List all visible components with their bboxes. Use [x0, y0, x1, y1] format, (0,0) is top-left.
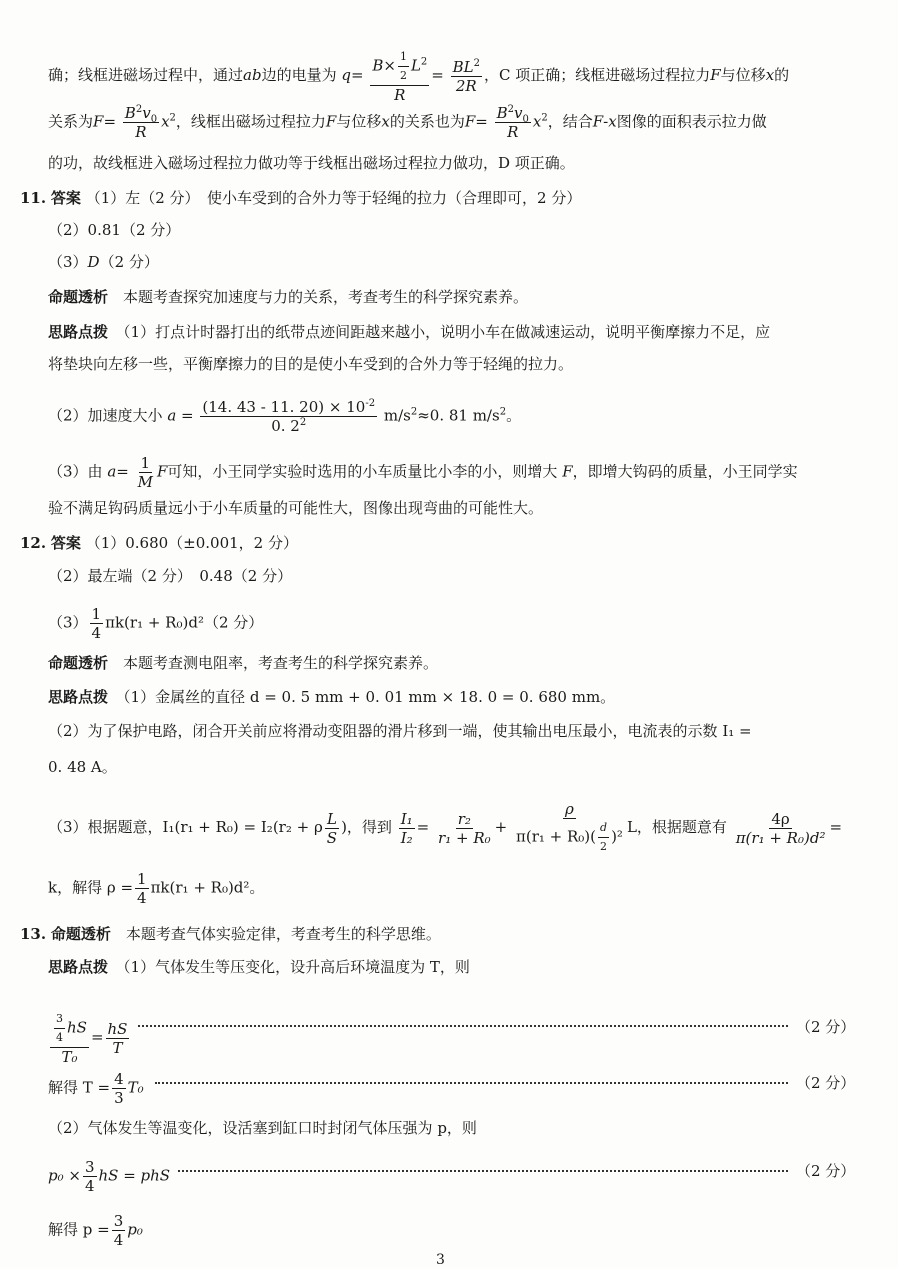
exponent: 2 — [541, 112, 548, 124]
var: F — [157, 462, 168, 481]
subscript: 0 — [522, 114, 529, 125]
denominator: r₁ + R₀ — [438, 828, 491, 847]
q11-answer-line1 — [20, 187, 581, 209]
text: ，结合 — [547, 112, 593, 131]
var: F — [93, 112, 104, 131]
numerator — [370, 48, 429, 86]
solution-text: （1）打点计时器打出的纸带点迹间距越来越小，说明小车在做减速运动，说明平衡摩擦力不足，应 — [123, 323, 771, 341]
var: B — [372, 56, 384, 75]
q12-solution-1 — [48, 686, 615, 708]
var: F — [562, 462, 573, 481]
denominator: π(r₁ + R₀)d² — [735, 828, 826, 847]
var: q — [341, 66, 351, 84]
score-label: （2 分） — [796, 1074, 856, 1092]
var: p₀ — [127, 1220, 143, 1239]
numerator: 4ρ — [771, 809, 790, 828]
unit: m/s — [383, 406, 411, 425]
var: B — [496, 104, 508, 122]
text: p₀ × — [48, 1166, 81, 1185]
fraction — [83, 1158, 97, 1195]
solution-label: 思路点拨 — [48, 323, 109, 341]
text: + — [494, 818, 508, 836]
dotted-leader — [138, 1015, 788, 1027]
numerator: I₁ — [400, 809, 413, 828]
var: B — [124, 104, 136, 122]
dotted-leader — [178, 1160, 788, 1172]
q11-solution-3 — [48, 454, 798, 491]
score-label: （2 分） — [796, 1018, 856, 1036]
numerator: 1 — [91, 605, 102, 623]
text: = — [103, 112, 117, 131]
text: = — [90, 1028, 104, 1046]
text: 的 — [774, 66, 790, 84]
text: （2）加速度大小 — [48, 406, 163, 425]
var: x — [381, 112, 390, 131]
text: 确；线框进磁场过程中，通过 — [48, 66, 244, 84]
q11-solution-2: （2）加速度大小 a = $\frac{(14. 43 - 11. 20) \times 10^{-2}}{0. 2^2}$ $m/s^2\approx 0$. 81 $m/s^2$。 — [48, 398, 522, 435]
text: )² — [611, 827, 623, 846]
topic-label: 命题透析 — [50, 925, 111, 943]
denominator: R — [507, 123, 519, 141]
denominator: 4 — [56, 1031, 63, 1044]
denominator: 2 — [600, 840, 608, 853]
numerator: ρ — [565, 800, 574, 818]
denominator: 2 — [399, 69, 407, 82]
q12-solution-2: （2）为了保护电路，闭合开关前应将滑动变阻器的滑片移到一端，使其输出电压最小，电流表的示数 I₁ = — [48, 722, 752, 740]
var: x — [765, 66, 775, 84]
solution-label: 思路点拨 — [48, 688, 109, 706]
numerator: L — [326, 809, 337, 828]
var: a — [107, 462, 117, 481]
text: = — [116, 462, 129, 481]
text: （3） — [48, 253, 88, 271]
text: = — [350, 66, 364, 84]
q13-topic — [20, 923, 441, 945]
text: 与位移 — [720, 66, 766, 84]
fraction — [514, 800, 625, 856]
var: x — [608, 112, 617, 131]
numerator: r₂ — [457, 809, 471, 828]
text: = — [431, 66, 444, 84]
text: （3） — [48, 613, 88, 632]
exponent: 2 — [507, 104, 515, 115]
numerator — [123, 104, 159, 123]
numerator — [200, 398, 377, 417]
denominator: T — [112, 1038, 123, 1057]
var: BL — [452, 57, 474, 76]
numerator — [50, 1010, 89, 1048]
q12-answer-line3 — [48, 605, 263, 642]
solution-label: 思路点拨 — [48, 958, 109, 976]
exponent: 2 — [169, 112, 176, 124]
fraction — [136, 454, 155, 491]
fraction — [200, 398, 377, 435]
text: - — [603, 112, 609, 131]
fraction — [370, 48, 429, 104]
q13-equation-1 — [48, 1010, 131, 1066]
denominator: 4 — [91, 624, 102, 642]
var: F — [710, 66, 721, 84]
solution-text: （1）气体发生等压变化，设升高后环境温度为 T，则 — [123, 958, 470, 976]
exponent: 2 — [499, 406, 507, 418]
q12-answer-line1 — [20, 532, 298, 554]
var: v — [514, 104, 523, 122]
fraction — [398, 48, 409, 85]
q11-topic — [48, 286, 528, 308]
text: 可知，小王同学实验时选用的小车质量比小李的小，则增大 — [167, 462, 558, 481]
numerator: 3 — [84, 1158, 95, 1176]
fraction — [123, 104, 159, 141]
var: a — [167, 406, 177, 425]
text: 边的电量为 — [261, 66, 337, 84]
q13-solution-2: （2）气体发生等温变化，设活塞到缸口时封闭气体压强为 p，则 — [48, 1119, 477, 1137]
dotted-leader — [155, 1072, 788, 1084]
fraction — [112, 1212, 126, 1249]
q12-solution-2b: 0. 48 A。 — [48, 758, 117, 776]
var: v — [142, 104, 151, 122]
var: L — [410, 56, 421, 75]
exponent: 2 — [420, 56, 428, 68]
denominator: 4 — [113, 1231, 124, 1249]
var: ab — [243, 66, 262, 84]
topic-text: 本题考查探究加速度与力的关系，考查考生的科学探究素养。 — [123, 288, 529, 306]
denominator: M — [137, 473, 153, 491]
numerator: 1 — [140, 454, 151, 472]
page-number: 3 — [436, 1252, 445, 1268]
question-number: 13. — [20, 925, 47, 943]
text: = — [829, 818, 843, 836]
denominator: 3 — [114, 1089, 124, 1107]
topic-label: 命题透析 — [48, 654, 109, 672]
text: 。 — [506, 406, 522, 425]
var: F — [464, 112, 476, 131]
numerator — [495, 104, 531, 123]
answer-text: （1）0.680（±0.001，2 分） — [85, 534, 298, 552]
denominator: 4 — [84, 1177, 95, 1195]
topic-text: 本题考查气体实验定律，考查考生的科学思维。 — [125, 925, 441, 943]
var: hS — [67, 1018, 87, 1037]
score-label: （2 分） — [796, 1162, 856, 1180]
question-number: 12. — [20, 534, 47, 552]
fraction — [135, 870, 149, 907]
text: （3）由 — [48, 462, 103, 481]
text: hS = phS — [98, 1166, 171, 1185]
formula: πk(r₁ + R₀)d²（2 分） — [105, 613, 264, 632]
q12-topic — [48, 652, 438, 674]
numerator: hS — [107, 1019, 128, 1038]
fraction — [54, 1010, 65, 1047]
text: ≈0. 81 m/s — [417, 406, 500, 425]
q13-equation-4 — [48, 1212, 143, 1249]
q13-equation-3 — [48, 1158, 170, 1195]
text: ，C 项正确；线框进磁场过程拉力 — [484, 66, 711, 84]
topic-text: 本题考查测电阻率，考查考生的科学探究素养。 — [123, 654, 439, 672]
q10-line1 — [48, 48, 789, 104]
denominator: R — [394, 86, 406, 104]
var: x — [161, 112, 170, 131]
text: （2 分） — [99, 253, 159, 271]
q12-solution-3b — [48, 870, 264, 907]
fraction — [734, 810, 828, 847]
text: )，得到 — [341, 818, 392, 836]
subscript: 0 — [150, 114, 158, 125]
denominator: 2R — [455, 76, 477, 95]
q13-equation-2 — [48, 1070, 144, 1107]
text: 与位移 — [336, 112, 382, 131]
var: F — [325, 112, 337, 131]
fraction — [598, 819, 609, 856]
fraction — [106, 1020, 130, 1057]
var: D — [87, 253, 100, 271]
fraction — [50, 1010, 89, 1066]
q11-solution-3b: 验不满足钩码质量远小于小车质量的可能性大，图像出现弯曲的可能性大。 — [48, 499, 544, 517]
exponent: 2 — [410, 406, 418, 418]
answer-label: 答案 — [50, 189, 81, 207]
fraction — [399, 810, 415, 847]
denominator: R — [135, 123, 147, 141]
text: （3）根据题意，I₁(r₁ + R₀) = I₂(r₂ + ρ — [48, 818, 323, 836]
text: 关系为 — [48, 112, 94, 131]
exponent: 2 — [473, 57, 480, 69]
topic-label: 命题透析 — [48, 288, 109, 306]
text: L，根据题意有 — [626, 818, 727, 836]
var: x — [532, 112, 542, 131]
q10-line2 — [48, 104, 767, 141]
fraction — [90, 605, 104, 642]
text: = — [475, 112, 488, 131]
formula: πk(r₁ + R₀)d²。 — [150, 878, 265, 897]
text: 图像的面积表示拉力做 — [616, 112, 767, 131]
q11-answer-line3 — [48, 251, 159, 273]
text: 0. 2 — [271, 417, 300, 435]
denominator: I₂ — [400, 828, 413, 847]
exponent: -2 — [365, 398, 376, 409]
denominator: T₀ — [61, 1048, 78, 1066]
denominator: S — [326, 828, 338, 847]
text: 解得 T = — [48, 1078, 111, 1097]
fraction — [325, 810, 339, 847]
q11-solution-1b: 将垫块向左移一些，平衡摩擦力的目的是使小车受到的合外力等于轻绳的拉力。 — [48, 355, 574, 373]
denominator — [514, 819, 625, 856]
q11-solution-1 — [48, 321, 770, 343]
solution-text: （1）金属丝的直径 d = 0. 5 mm + 0. 01 mm × 18. 0 = 0. 680 mm。 — [123, 688, 616, 706]
q10-line3: 的功，故线框进入磁场过程拉力做功等于线框出磁场过程拉力做功，D 项正确。 — [48, 154, 575, 172]
fraction — [495, 104, 531, 141]
text: (14. 43 - 11. 20) × 10 — [202, 398, 366, 416]
fraction — [451, 58, 482, 95]
text: ，即增大钩码的质量，小王同学实 — [572, 462, 798, 481]
numerator: 3 — [54, 1010, 65, 1029]
numerator: 4 — [114, 1070, 124, 1088]
fraction — [436, 810, 493, 847]
q12-solution-3 — [48, 800, 842, 856]
exponent: 2 — [135, 104, 143, 115]
answer-label: 答案 — [50, 534, 81, 552]
text: ，线框出磁场过程拉力 — [175, 112, 326, 131]
numerator — [451, 58, 482, 77]
exponent: 2 — [299, 417, 307, 428]
denominator — [269, 417, 308, 435]
var: T₀ — [127, 1078, 144, 1097]
numerator: 1 — [137, 870, 147, 888]
numerator: 3 — [113, 1212, 124, 1230]
var: F — [592, 112, 604, 131]
fraction — [112, 1070, 126, 1107]
text: π(r₁ + R₀)( — [516, 827, 597, 846]
question-number: 11. — [20, 189, 47, 207]
numerator: d — [598, 819, 609, 838]
text: k，解得 ρ = — [48, 878, 134, 897]
text: 解得 p = — [48, 1220, 110, 1239]
q12-answer-line2: （2）最左端（2 分） 0.48（2 分） — [48, 567, 293, 585]
q13-solution-1 — [48, 956, 470, 978]
numerator: 1 — [398, 48, 409, 67]
answer-text: （1）左（2 分） 使小车受到的合外力等于轻绳的拉力（合理即可，2 分） — [85, 189, 582, 207]
text: × — [383, 56, 396, 75]
denominator: 4 — [137, 889, 147, 907]
text: = — [416, 818, 430, 836]
q11-answer-line2: （2）0.81（2 分） — [48, 221, 181, 239]
text: 的关系也为 — [389, 112, 465, 131]
